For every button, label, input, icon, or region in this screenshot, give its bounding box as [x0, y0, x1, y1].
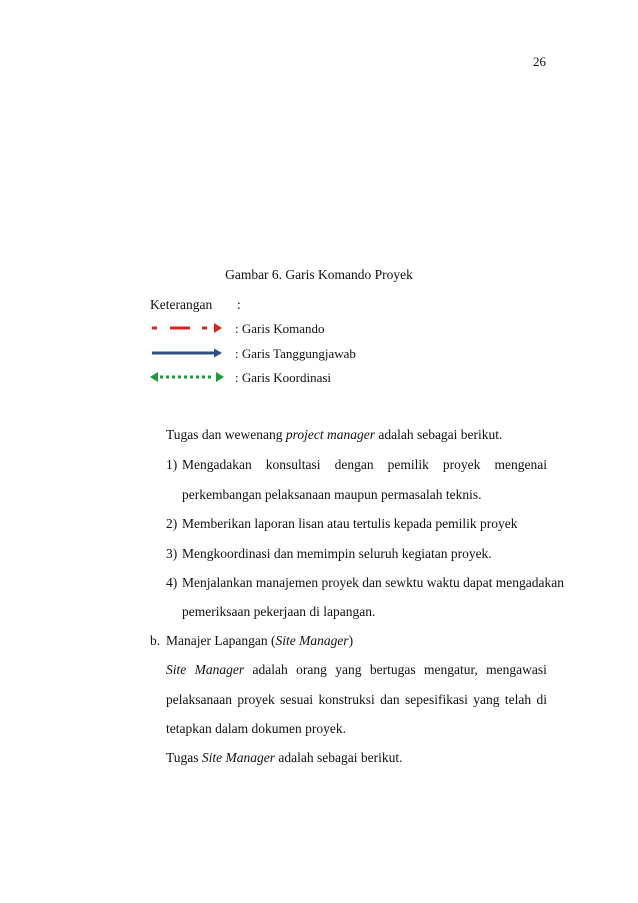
word: pelaksanaan — [166, 692, 232, 707]
legend-label-koordinasi: : Garis Koordinasi — [235, 370, 332, 385]
word: orang — [296, 662, 327, 677]
word: konstruksi — [318, 692, 375, 707]
word: Manager — [194, 662, 245, 677]
tasks-suffix: adalah sebagai berikut. — [275, 750, 403, 765]
site-manager-tasks-intro — [166, 750, 402, 766]
section-b-marker: b. — [150, 633, 161, 648]
list-item-number: 2) — [166, 516, 178, 531]
word: yang — [473, 692, 500, 707]
heading-suffix: ) — [348, 633, 354, 648]
word: di — [536, 692, 547, 707]
legend-label-komando: : Garis Komando — [235, 321, 325, 336]
coordination-line-icon — [148, 370, 228, 384]
list-item-number: 3) — [166, 546, 178, 561]
intro-italic: project manager — [285, 427, 375, 442]
word: sepesifikasi — [404, 692, 468, 707]
word: dan — [380, 692, 400, 707]
word: Site — [166, 662, 187, 677]
word: bertugas — [369, 662, 416, 677]
word: adalah — [252, 662, 288, 677]
list-item-4-line2: pemeriksaan pekerjaan di lapangan. — [182, 604, 376, 619]
list-item-1-line2: perkembangan pelaksanaan maupun permasalah teknis. — [182, 487, 482, 502]
tasks-italic: Site Manager — [201, 750, 276, 765]
section-b-para-line2 — [166, 692, 547, 708]
section-b-para-line1 — [166, 662, 547, 678]
legend-label-tanggungjawab: : Garis Tanggungjawab — [235, 346, 356, 361]
tasks-prefix: Tugas — [166, 750, 202, 765]
responsibility-line-icon — [148, 346, 228, 360]
word: sesuai — [280, 692, 314, 707]
figure-caption: Gambar 6. Garis Komando Proyek — [225, 267, 413, 282]
command-line-icon — [148, 321, 228, 335]
word: yang — [335, 662, 362, 677]
word: konsultasi — [265, 457, 321, 472]
legend-colon: : — [237, 297, 241, 312]
list-item-3-text: Mengkoordinasi dan memimpin seluruh kegiatan proyek. — [182, 546, 492, 561]
pm-tasks-intro — [166, 427, 502, 443]
word: mengatur, — [423, 662, 478, 677]
list-item-2-text: Memberikan laporan lisan atau tertulis kepada pemilik proyek — [182, 516, 518, 531]
section-b-para-line3: tetapkan dalam dokumen proyek. — [166, 721, 346, 736]
word: dengan — [334, 457, 374, 472]
italic-phrase — [166, 662, 186, 678]
page-number: 26 — [533, 54, 546, 69]
word: proyek — [442, 457, 481, 472]
legend-title: Keterangan — [150, 297, 213, 312]
heading-prefix: Manajer Lapangan ( — [166, 633, 276, 648]
list-item-4-line1: Menjalankan manajemen proyek dan sewktu waktu dapat mengadakan — [182, 575, 564, 590]
section-b-heading — [166, 633, 353, 649]
word: Mengadakan — [182, 457, 252, 472]
intro-prefix: Tugas dan wewenang — [166, 427, 286, 442]
list-item-number: 1) — [166, 457, 178, 472]
word: proyek — [237, 692, 275, 707]
word: mengenai — [494, 457, 547, 472]
word: telah — [504, 692, 532, 707]
heading-italic: Site Manager — [275, 633, 349, 648]
list-item-1-line1 — [182, 457, 547, 473]
list-item-number: 4) — [166, 575, 178, 590]
intro-suffix: adalah sebagai berikut. — [374, 427, 503, 442]
word: mengawasi — [486, 662, 547, 677]
word: pemilik — [387, 457, 429, 472]
